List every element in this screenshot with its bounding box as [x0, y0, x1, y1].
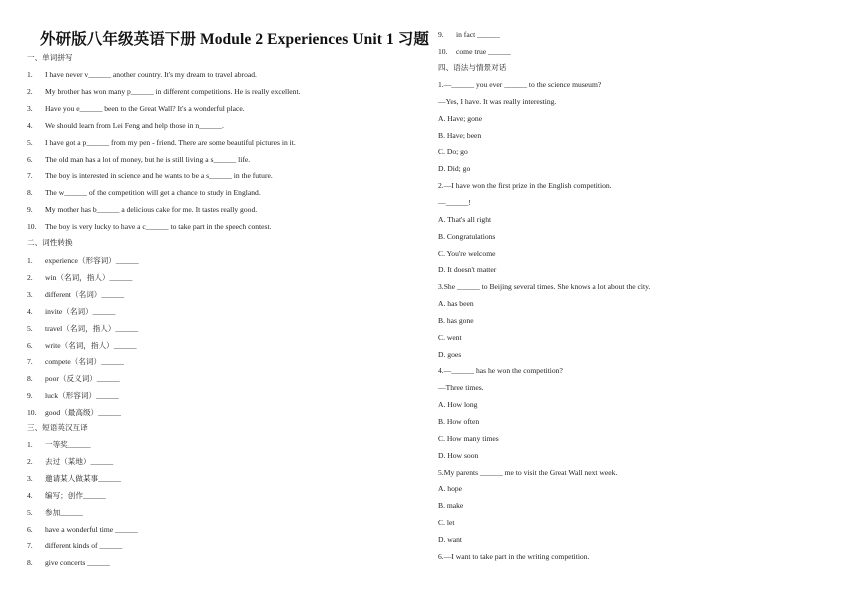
text-line: C. You're welcome	[438, 248, 496, 258]
page-title: 外研版八年级英语下册 Module 2 Experiences Unit 1 习题	[40, 31, 430, 48]
question-number: 7.	[27, 171, 33, 181]
text-line: D. want	[438, 534, 463, 544]
section-heading: 四、语法与情景对话	[438, 63, 507, 72]
question-number: 9.	[27, 391, 33, 401]
text-line: A. Have; gone	[438, 113, 483, 123]
question-number: 8.	[27, 374, 33, 384]
text-line: C. How many times	[438, 433, 499, 443]
question-text: The old man has a lot of money, but he is still living a s______ life.	[45, 154, 251, 164]
text-line: 4.—______ has he won the competition?	[438, 366, 563, 376]
question-item	[27, 357, 124, 367]
section-heading: 二、词性转换	[27, 238, 73, 247]
text-line: A. has been	[438, 299, 474, 309]
question-number: 3.	[27, 473, 33, 483]
question-text: 参加______	[45, 507, 83, 517]
question-number: 6.	[27, 524, 33, 534]
question-number: 5.	[27, 507, 33, 517]
question-text: in fact ______	[456, 30, 500, 39]
question-number: 2.	[27, 456, 33, 466]
question-number: 5.	[27, 137, 33, 147]
text-line: B. Congratulations	[438, 231, 496, 241]
question-item	[27, 205, 257, 215]
question-number: 10.	[27, 408, 37, 418]
question-text: experience（形容词）______	[45, 256, 139, 265]
question-text: invite（名词）______	[45, 306, 116, 316]
question-text: luck（形容词）______	[45, 391, 119, 401]
question-number: 10.	[438, 46, 448, 56]
question-text: The boy is very lucky to have a c______ to take part in the speech contest.	[45, 222, 272, 232]
question-item	[27, 525, 138, 535]
question-item	[27, 440, 91, 450]
question-item	[27, 541, 122, 551]
question-item	[27, 457, 113, 467]
text-line: A. How long	[438, 400, 478, 410]
question-text: My brother has won many p______ in different competitions. He is really excellent.	[45, 86, 301, 96]
question-item	[27, 155, 250, 165]
text-line: C. Do; go	[438, 147, 468, 157]
question-item	[27, 70, 257, 80]
question-number: 9.	[27, 205, 33, 215]
question-item	[27, 508, 83, 518]
question-item	[27, 307, 115, 317]
text-line: C. went	[438, 332, 462, 342]
question-item	[27, 408, 121, 418]
text-line: C. let	[438, 518, 455, 528]
question-text: The w______ of the competition will get a chance to study in England.	[45, 188, 261, 198]
question-number: 3.	[27, 289, 33, 299]
question-text: win（名词，指人）______	[45, 272, 133, 282]
text-line: A. hope	[438, 484, 463, 494]
question-item	[27, 391, 119, 401]
question-item	[27, 171, 273, 181]
text-line: A. That's all right	[438, 214, 492, 224]
question-item	[27, 87, 300, 97]
question-number: 1.	[27, 70, 33, 79]
question-number: 2.	[27, 86, 33, 96]
question-item	[438, 47, 511, 57]
question-item	[27, 104, 245, 114]
question-text: different kinds of ______	[45, 541, 123, 551]
question-text: We should learn from Lei Feng and help those in n______.	[45, 120, 224, 130]
question-text: compete（名词）______	[45, 357, 124, 367]
text-line: —Three times.	[438, 383, 484, 393]
question-text: come true ______	[456, 46, 511, 56]
question-text: poor（反义词）______	[45, 374, 120, 384]
question-number: 7.	[27, 357, 33, 367]
question-text: Have you e______ been to the Great Wall? It's a wonderful place.	[45, 103, 245, 113]
question-number: 10.	[27, 222, 37, 232]
question-text: travel（名词，指人）______	[45, 323, 139, 333]
text-line: B. Have; been	[438, 130, 482, 140]
question-number: 5.	[27, 323, 33, 333]
text-line: D. Did; go	[438, 164, 471, 174]
question-number: 4.	[27, 490, 33, 500]
question-number: 6.	[27, 340, 33, 350]
question-item	[438, 30, 500, 40]
question-item	[27, 273, 132, 283]
question-item	[27, 290, 124, 300]
question-text: I have never v______ another country. It's my dream to travel abroad.	[45, 70, 257, 79]
question-text: 编写；创作______	[45, 490, 106, 500]
text-line: D. It doesn't matter	[438, 265, 497, 275]
question-text: I have got a p______ from my pen - friend. There are some beautiful pictures in it.	[45, 137, 296, 147]
question-number: 2.	[27, 272, 33, 282]
question-text: 去过（某地）______	[45, 456, 114, 466]
question-number: 8.	[27, 558, 33, 568]
text-line: D. How soon	[438, 450, 479, 460]
question-text: good（最高级）______	[45, 408, 121, 418]
question-text: write（名词，指人）______	[45, 340, 137, 350]
text-line: 3.She ______ to Beijing several times. She knows a lot about the city.	[438, 282, 651, 292]
text-line: D. goes	[438, 349, 462, 359]
text-line: B. has gone	[438, 315, 474, 325]
text-line: B. make	[438, 501, 464, 511]
question-number: 4.	[27, 120, 33, 130]
question-item	[27, 256, 139, 266]
question-number: 4.	[27, 306, 33, 316]
text-line: 2.—I have won the first prize in the English competition.	[438, 181, 612, 191]
text-line: —______!	[438, 197, 471, 207]
question-text: 邀请某人做某事______	[45, 473, 121, 483]
question-number: 1.	[27, 256, 33, 265]
section-heading: 三、短语英汉互译	[27, 423, 88, 432]
question-item	[27, 491, 106, 501]
question-number: 9.	[438, 30, 444, 39]
question-item	[27, 474, 121, 484]
question-text: 一等奖______	[45, 440, 91, 449]
question-number: 8.	[27, 188, 33, 198]
question-text: have a wonderful time ______	[45, 524, 138, 534]
question-item	[27, 188, 261, 198]
question-number: 3.	[27, 103, 33, 113]
text-line: 6.—I want to take part in the writing competition.	[438, 551, 590, 561]
section-heading: 一、单词拼写	[27, 53, 73, 62]
text-line: 1.—______ you ever ______ to the science museum?	[438, 80, 602, 89]
question-text: My mother has b______ a delicious cake for me. It tastes really good.	[45, 205, 258, 215]
text-line: 5.My parents ______ me to visit the Great Wall next week.	[438, 467, 618, 477]
text-line: —Yes, I have. It was really interesting.	[438, 96, 557, 106]
question-text: different（名词）______	[45, 289, 125, 299]
text-line: B. How often	[438, 417, 480, 426]
question-item	[27, 341, 137, 351]
question-number: 1.	[27, 440, 33, 449]
question-item	[27, 324, 138, 334]
question-item	[27, 222, 271, 232]
question-item	[27, 374, 120, 384]
question-item	[27, 558, 110, 568]
question-text: give concerts ______	[45, 558, 110, 568]
question-number: 7.	[27, 541, 33, 551]
question-item	[27, 138, 296, 148]
question-number: 6.	[27, 154, 33, 164]
question-item	[27, 121, 224, 131]
question-text: The boy is interested in science and he wants to be a s______ in the future.	[45, 171, 273, 181]
